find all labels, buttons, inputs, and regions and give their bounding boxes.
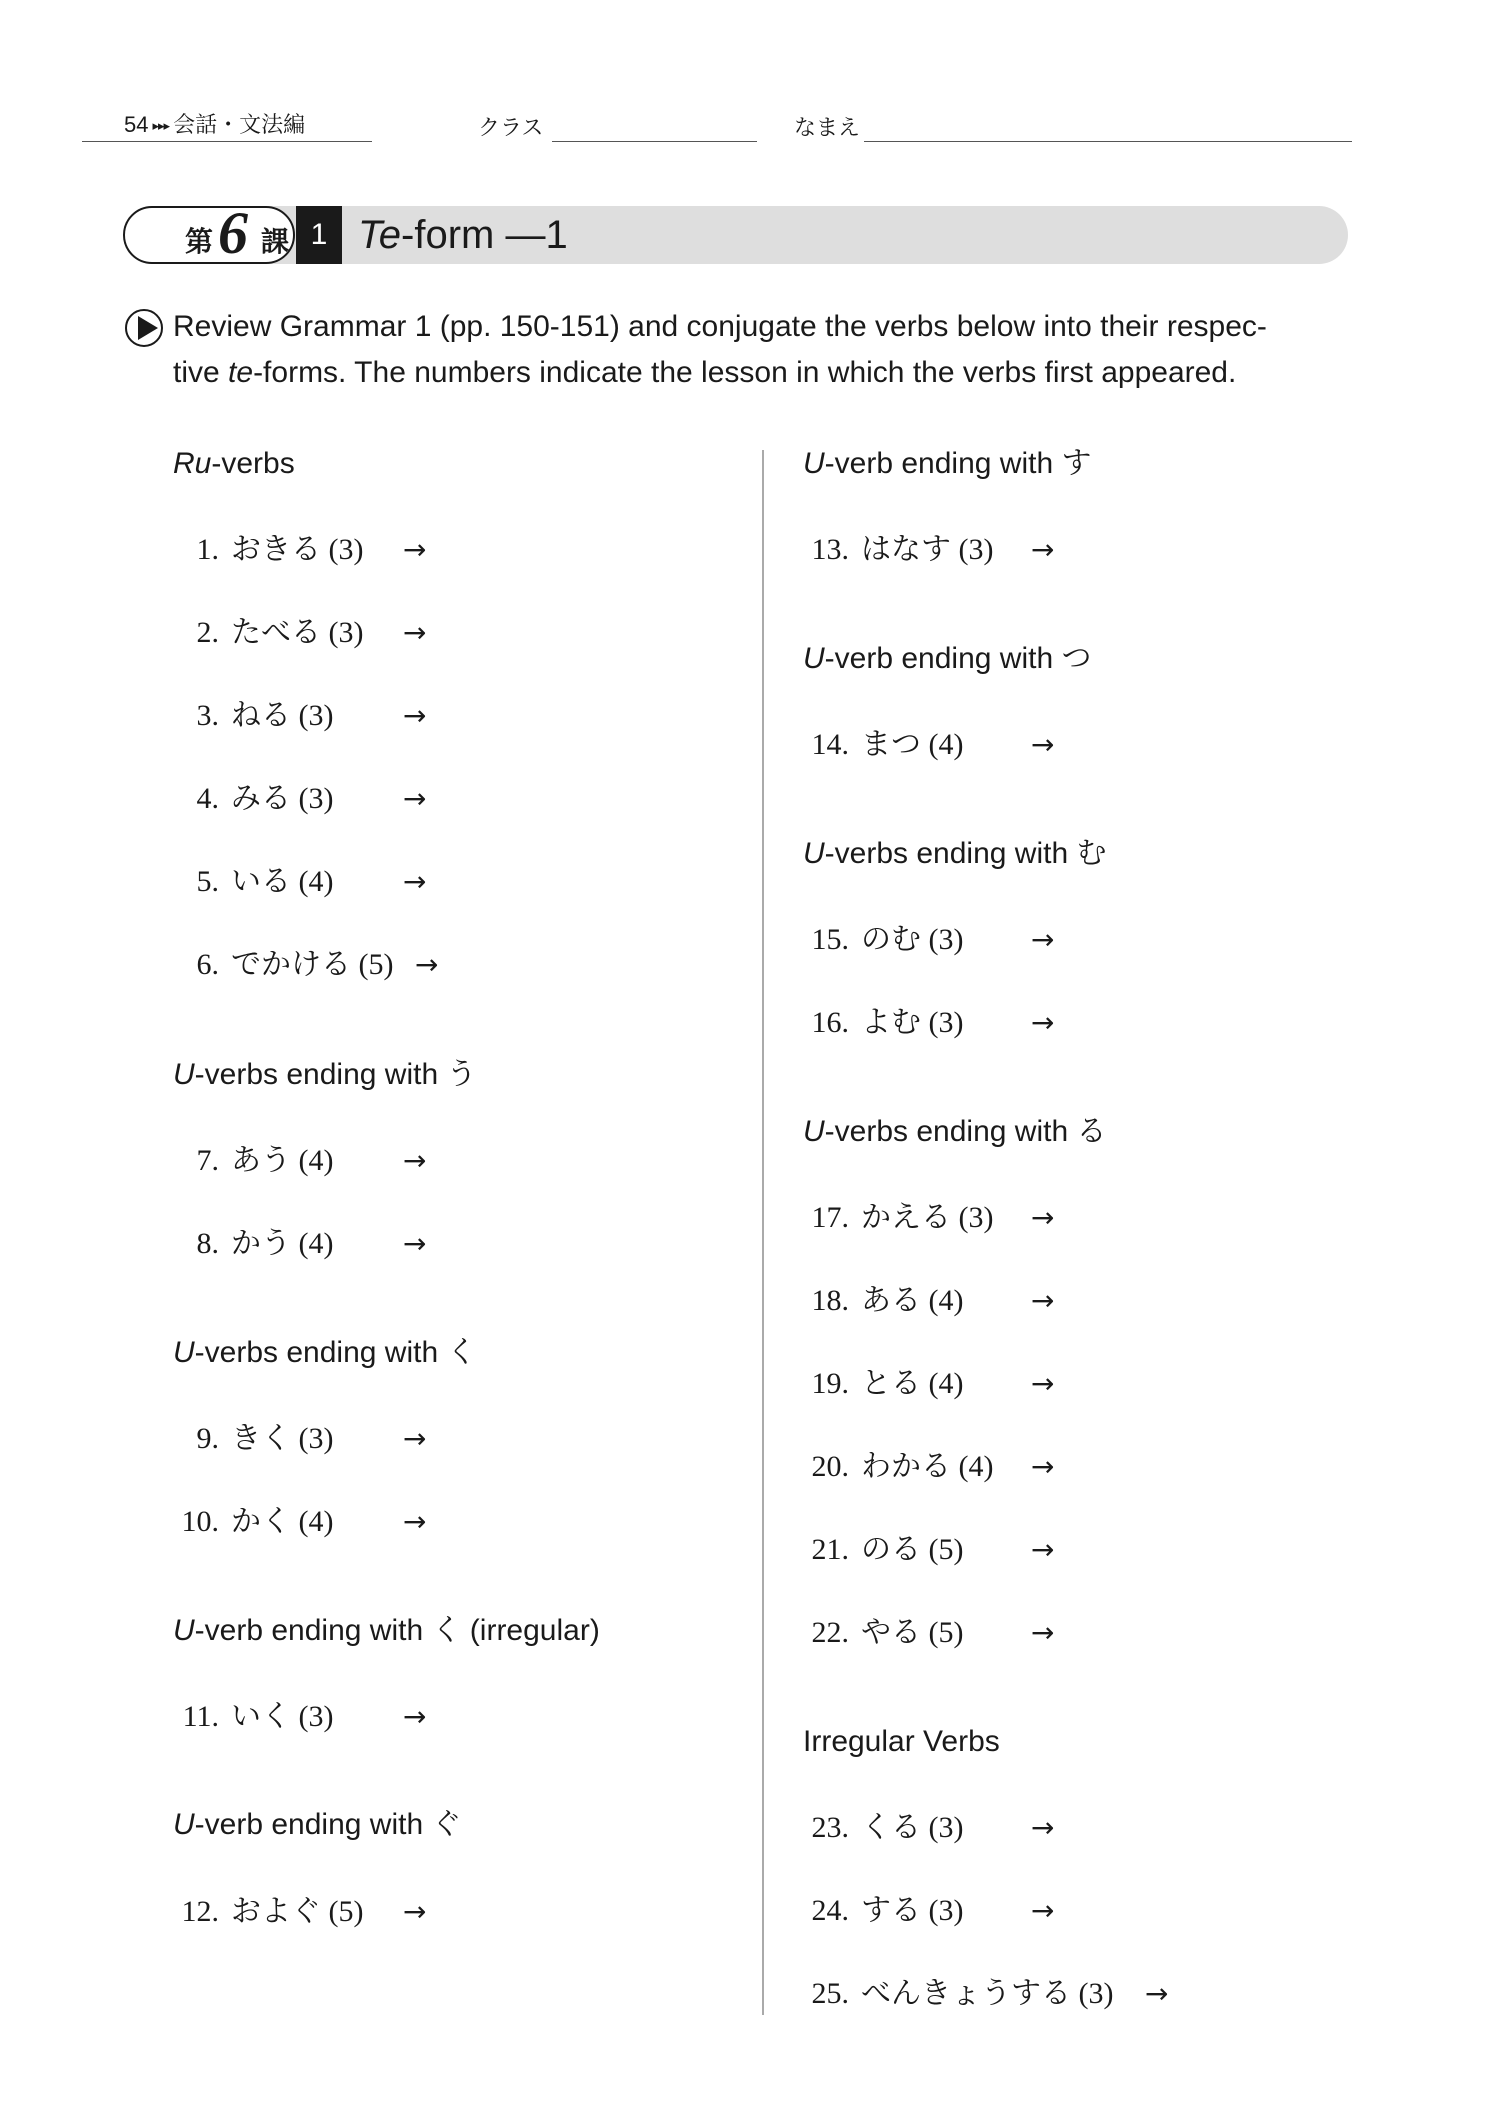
arrow-icon: →: [1031, 1201, 1055, 1234]
arrow-icon: →: [1031, 1284, 1055, 1317]
column-divider: [762, 450, 764, 2015]
class-label: クラス: [478, 115, 544, 140]
arrow-icon: →: [1031, 1367, 1055, 1400]
arrow-icon: →: [415, 948, 439, 981]
heading-u-verbs-u: U-verbs ending with う: [173, 1058, 477, 1091]
title-rest: -form —1: [401, 213, 568, 257]
instructions-line-1: Review Grammar 1 (pp. 150-151) and conjugate the verbs below into their respec-: [173, 310, 1267, 343]
arrow-icon: →: [1031, 728, 1055, 761]
class-field[interactable]: [552, 141, 757, 142]
arrow-icon: →: [1031, 1533, 1055, 1566]
page-number: 54: [124, 112, 149, 137]
arrow-icon: →: [403, 1505, 427, 1538]
heading-u-verb-ku-irregular: U-verb ending with く (irregular): [173, 1614, 600, 1647]
title-italic: Te: [358, 213, 402, 257]
arrow-icon: →: [403, 1700, 427, 1733]
lesson-prefix: 第: [185, 225, 214, 258]
arrow-icon: →: [1031, 1616, 1055, 1649]
arrow-icon: →: [403, 616, 427, 649]
arrow-icon: →: [403, 533, 427, 566]
arrow-icon: →: [1031, 1811, 1055, 1844]
section-number: 1: [296, 206, 342, 264]
heading-u-verb-su: U-verb ending with す: [803, 447, 1092, 480]
section-label: 会話・文法編: [173, 112, 306, 137]
arrow-icon: →: [403, 1227, 427, 1260]
arrow-icon: →: [1031, 533, 1055, 566]
heading-u-verb-tsu: U-verb ending with つ: [803, 642, 1092, 675]
title-banner: [123, 200, 1348, 266]
instructions-italic: te: [228, 356, 254, 389]
page-title: [358, 212, 568, 258]
arrow-icon: →: [403, 1144, 427, 1177]
arrow-icon: →: [1031, 1894, 1055, 1927]
arrow-icon: →: [403, 782, 427, 815]
lesson-suffix: 課: [261, 225, 290, 258]
play-icon: [124, 308, 164, 348]
name-label: なまえ: [794, 115, 861, 140]
arrow-icon: →: [1145, 1977, 1169, 2010]
lesson-badge: [123, 200, 295, 266]
arrow-icon: →: [1031, 1450, 1055, 1483]
lesson-number: 6: [218, 200, 248, 266]
arrow-icon: →: [403, 1422, 427, 1455]
arrow-icon: →: [403, 865, 427, 898]
instructions: [173, 304, 1373, 396]
page-arrows: ▸▸▸: [152, 118, 170, 133]
page-number-section: [82, 108, 372, 142]
heading-u-verbs-mu: U-verbs ending with む: [803, 837, 1107, 870]
page-header: [82, 108, 1352, 148]
arrow-icon: →: [403, 1895, 427, 1928]
arrow-icon: →: [1031, 1006, 1055, 1039]
heading-u-verbs-ku: U-verbs ending with く: [173, 1336, 477, 1369]
instructions-line-2b: -forms. The numbers indicate the lesson in which the verbs first appeared.: [253, 356, 1237, 389]
heading-u-verb-gu: U-verb ending with ぐ: [173, 1808, 462, 1841]
heading-irregular-verbs: Irregular Verbs: [803, 1725, 1000, 1758]
arrow-icon: →: [1031, 923, 1055, 956]
heading-ru-verbs: Ru-verbs: [173, 447, 295, 480]
heading-u-verbs-ru: U-verbs ending with る: [803, 1115, 1107, 1148]
instructions-line-2a: tive: [173, 356, 229, 389]
name-field[interactable]: [864, 141, 1352, 142]
arrow-icon: →: [403, 699, 427, 732]
